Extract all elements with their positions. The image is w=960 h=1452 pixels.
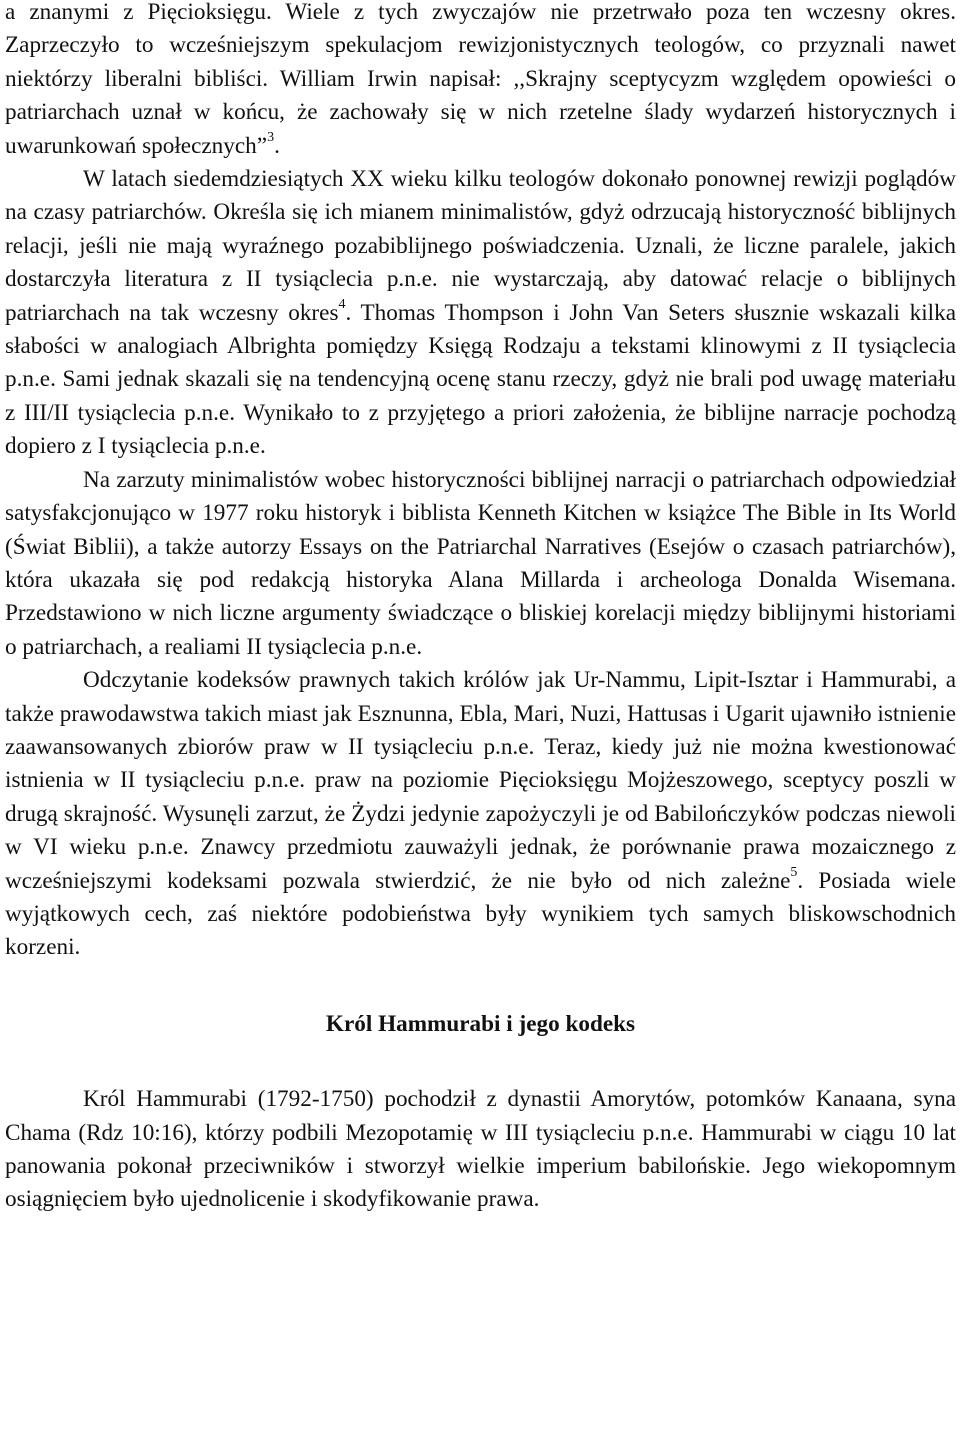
footnote-marker: 5 [790,864,798,880]
text-run: . Posiada wiele wyjątkowych cech, zaś niektóre podobieństwa były wynikiem tych samych bliskowschodnich korzeni. [5,867,956,961]
paragraph [5,0,956,163]
section-paragraph: Król Hammurabi (1792-1750) pochodził z dynastii Amorytów, potomków Kanaana, syna Chama (Rdz 10:16), którzy podbili Mezopotamię w III tysiącleciu p.n.e. Hammurabi w ciągu 10 lat panowania pokonał przeciwników i stworzył wielkie imperium babilońskie. Jego wiekopomnym osiągnięciem było ujednolicenie i skodyfikowanie prawa. [5,1086,956,1213]
text-run: . Thomas Thompson i John Van Seters słusznie wskazali kilka słabości w analogiach Albrighta pomiędzy Księgą Rodzaju a tekstami klinowymi z II tysiąclecia p.n.e. Sami jednak skazali się na tendencyjną ocenę stanu rzeczy, gdyż nie brali pod uwagę materiału z III/II tysiąclecia p.n.e. Wynikało to z przyjętego a priori założenia, że biblijne narracje pochodzą dopiero z I tysiąclecia p.n.e. [5,299,956,460]
footnote-marker: 4 [338,296,346,312]
text-run: Odczytanie kodeksów prawnych takich królów jak Ur-Nammu, Lipit-Isztar i Hammurabi, a także prawodawstwa takich miast jak Esznunna, Ebla, Mari, Nuzi, Hattusas i Ugarit ujawniło istnienie zaawansowanych zbiorów praw w II tysiącleciu p.n.e. Teraz, kiedy już nie można kwestionować istnienia w II tysiącleciu p.n.e. praw na poziomie Pięcioksięgu Mojżeszowego, sceptycy poszli w drugą skrajność. Wysunęli zarzut, że Żydzi jedynie zapożyczyli je od Babilończyków podczas niewoli w VI wieku p.n.e. Znawcy przedmiotu zauważyli jednak, że porównanie prawa mozaicznego z wcześniejszymi kodeksami pozwala stwierdzić, że nie było od nich zależne [5,667,956,894]
text-run: . [274,132,280,159]
section-heading: Król Hammurabi i jego kodeks [325,1010,636,1037]
paragraph [5,163,956,464]
footnote-marker: 3 [267,129,275,145]
text-run: Na zarzuty minimalistów wobec historyczności biblijnej narracji o patriarchach odpowiedział satysfakcjonująco w 1977 roku historyk i biblista Kenneth Kitchen w książce The Bible in Its World (Świat Biblii), a także autorzy Essays on the Patriarchal Narratives (Esejów o czasach patriarchów), która ukazała się pod redakcją historyka Alana Millarda i archeologa Donalda Wisemana. Przedstawiono w nich liczne argumenty świadczące o bliskiej korelacji między biblijnymi historiami o patriarchach, a realiami II tysiąclecia p.n.e. [5,466,956,660]
paragraph [5,464,956,664]
text-run: a znanymi z Pięcioksięgu. Wiele z tych zwyczajów nie przetrwało poza ten wczesny okres. Zaprzeczyło to wcześniejszym spekulacjom rewizjonistycznych teologów, co przyznali nawet niektórzy liberalni bibliści. William Irwin napisał: ,,Skrajny sceptycyzm względem opowieści o patriarchach uznał w końcu, że zachowały się w nich rzetelne ślady wydarzeń historycznych i uwarunkowań społecznych” [5,0,956,159]
paragraph [5,664,956,965]
body-text [5,0,956,965]
text-run: W latach siedemdziesiątych XX wieku kilku teologów dokonało ponownej rewizji poglądów na czasy patriarchów. Określa się ich mianem minimalistów, gdyż odrzucają historyczność biblijnych relacji, jeśli nie mają wyraźnego pozabiblijnego poświadczenia. Uznali, że liczne paralele, jakich dostarczyła literatura z II tysiąclecia p.n.e. nie wystarczają, aby datować relacje o biblijnych patriarchach na tak wczesny okres [5,166,956,326]
